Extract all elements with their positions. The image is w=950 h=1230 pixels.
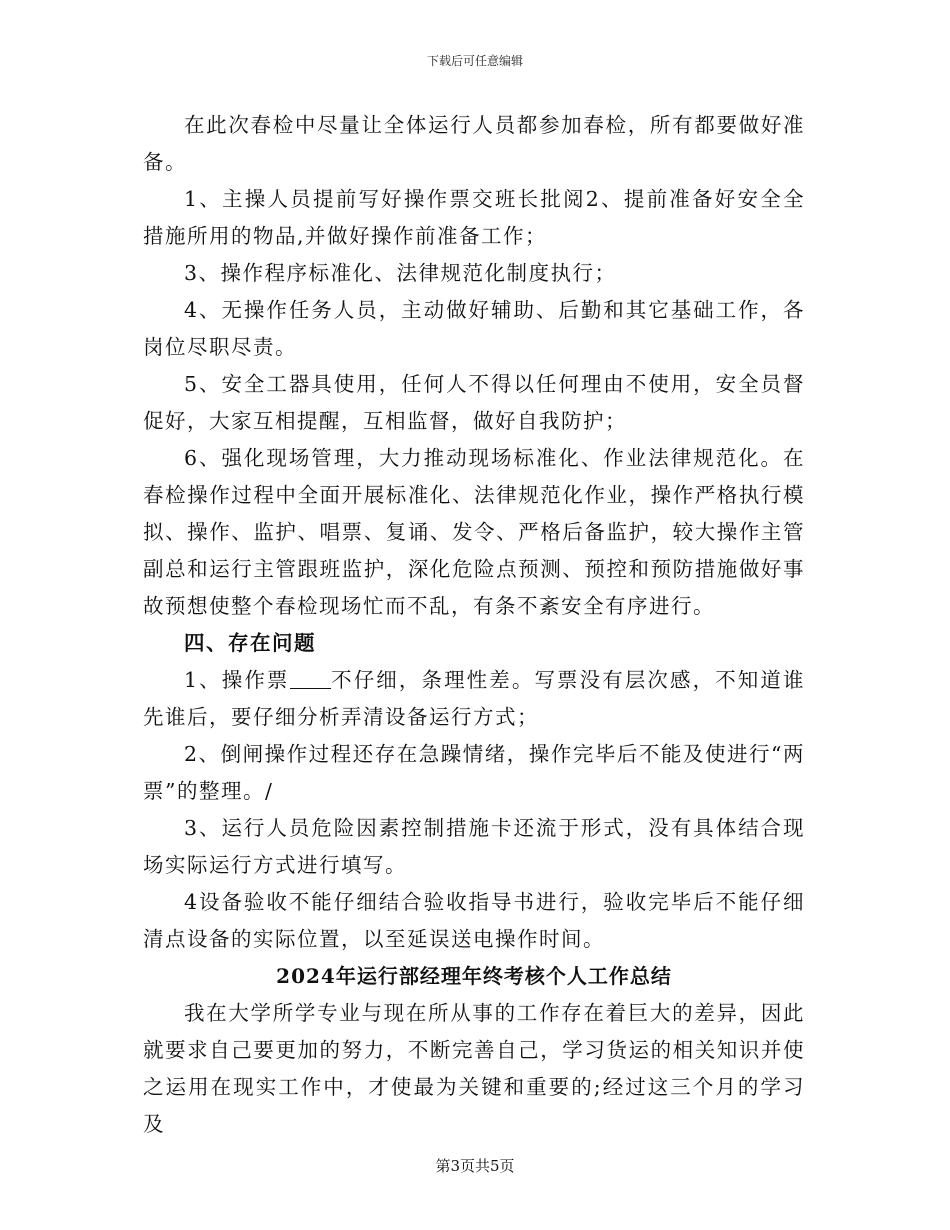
paragraph-item-6: 6、强化现场管理，大力推动现场标准化、作业法律规范化。在春检操作过程中全面开展标准化、法律规范化作业，操作严格执行模拟、操作、监护、唱票、复诵、发令、严格后备监护，较大操作主管副总和运行主管跟班监护，深化危险点预测、预控和预防措施做好事故预想使整个春检现场忙而不乱，有条不紊安全有序进行。 bbox=[143, 446, 805, 618]
problem-item-3: 3、运行人员危险因素控制措施卡还流于形式，没有具体结合现场实际运行方式进行填写。 bbox=[143, 816, 805, 877]
page-header: 下载后可任意编辑 bbox=[426, 54, 523, 68]
problem-item-1 bbox=[143, 662, 805, 736]
section-heading-problems: 四、存在问题 bbox=[184, 631, 316, 655]
problem-item-2: 2、倒闸操作过程还存在急躁情绪，操作完毕后不能及使进行“两票”的整理。/ bbox=[143, 742, 805, 803]
summary-title: 2024年运行部经理年终考核个人工作总结 bbox=[276, 964, 672, 988]
paragraph-item-5: 5、安全工器具使用，任何人不得以任何理由不使用，安全员督促好，大家互相提醒，互相监督，做好自我防护； bbox=[143, 372, 805, 433]
document-body bbox=[143, 107, 805, 1143]
problem-item-4: 4设备验收不能仔细结合验收指导书进行，验收完毕后不能仔细清点设备的实际位置，以至延误送电操作时间。 bbox=[143, 890, 805, 951]
paragraph-spring-inspection: 在此次春检中尽量让全体运行人员都参加春检，所有都要做好准备。 bbox=[143, 113, 805, 174]
paragraph-item-3: 3、操作程序标准化、法律规范化制度执行； bbox=[184, 261, 617, 285]
paragraph-item-1-2: 1、主操人员提前写好操作票交班长批阅2、提前准备好安全全措施所用的物品,并做好操作前准备工作； bbox=[143, 187, 805, 248]
paragraph-item-4: 4、无操作任务人员，主动做好辅助、后勤和其它基础工作，各岗位尽职尽责。 bbox=[143, 298, 805, 359]
problem-item-1-end: 不仔细，条理性差。写票没有层次感，不知道谁先谁后，要仔细分析弄清设备运行方式； bbox=[143, 668, 805, 729]
summary-paragraph: 我在大学所学专业与现在所从事的工作存在着巨大的差异，因此就要求自己要更加的努力，不断完善自己，学习货运的相关知识并使之运用在现实工作中，才使最为关键和重要的;经过这三个月的学习及 bbox=[143, 1001, 805, 1136]
blank-underline bbox=[290, 668, 331, 690]
problem-item-1-start: 1、操作票 bbox=[184, 668, 290, 692]
page-number: 第3页共5页 bbox=[435, 1157, 515, 1175]
